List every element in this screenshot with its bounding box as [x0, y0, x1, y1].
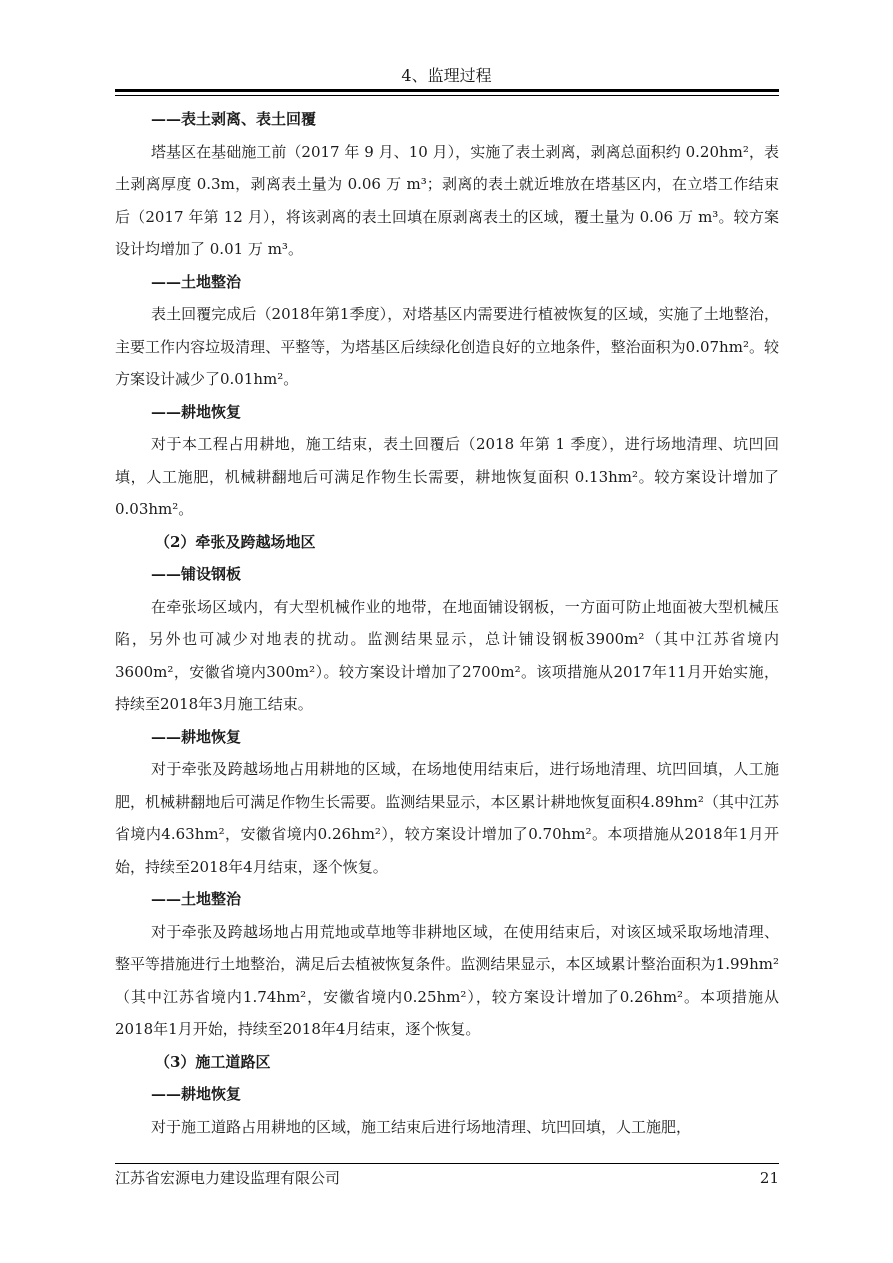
subsection-heading: （3）施工道路区 [155, 1052, 271, 1071]
section-heading: ——表土剥离、表土回覆 [151, 110, 317, 128]
paragraph: 对于本工程占用耕地，施工结束，表土回覆后（2018 年第 1 季度），进行场地清理、坑凹回填，人工施肥，机械耕翻地后可满足作物生长需要，耕地恢复面积 0.13hm²。较方案设计增加了 0.03hm²。 [115, 435, 779, 518]
paragraph: 在牵张场区域内，有大型机械作业的地带，在地面铺设钢板，一方面可防止地面被大型机械压陷，另外也可减少对地表的扰动。监测结果显示，总计铺设钢板3900m²（其中江苏省境内3600m²，安徽省境内300m²）。较方案设计增加了2700m²。该项措施从2017年11月开始实施，持续至2018年3月施工结束。 [115, 597, 779, 713]
section-heading: ——土地整治 [151, 272, 242, 291]
subsection-heading: （2）牵张及跨越场地区 [155, 532, 316, 551]
section-heading: ——耕地恢复 [151, 402, 242, 421]
running-header: 4、监理过程 [401, 66, 492, 85]
page-number: 21 [759, 1169, 779, 1187]
footer-rule [115, 1163, 779, 1164]
section-heading: ——耕地恢复 [151, 1085, 242, 1103]
section-heading: ——耕地恢复 [151, 727, 242, 746]
header-rule-thin [115, 95, 779, 96]
paragraph: 表土回覆完成后（2018年第1季度），对塔基区内需要进行植被恢复的区域，实施了土地整治，主要工作内容垃圾清理、平整等，为塔基区后续绿化创造良好的立地条件，整治面积为0.07hm²。较方案设计减少了0.01hm²。 [115, 305, 779, 388]
paragraph: 对于牵张及跨越场地占用耕地的区域，在场地使用结束后，进行场地清理、坑凹回填，人工施肥，机械耕翻地后可满足作物生长需要。监测结果显示，本区累计耕地恢复面积4.89hm²（其中江苏省境内4.63hm²，安徽省境内0.26hm²），较方案设计增加了0.70hm²。本项措施从2018年1月开始，持续至2018年4月结束，逐个恢复。 [115, 760, 779, 876]
document-body [115, 103, 779, 1143]
header-rule-thick [115, 89, 779, 92]
section-heading: ——土地整治 [151, 890, 242, 908]
paragraph: 对于施工道路占用耕地的区域，施工结束后进行场地清理、坑凹回填，人工施肥， [151, 1117, 692, 1136]
paragraph: 对于牵张及跨越场地占用荒地或草地等非耕地区域，在使用结束后，对该区域采取场地清理、整平等措施进行土地整治，满足后去植被恢复条件。监测结果显示，本区域累计整治面积为1.99hm²（其中江苏省境内1.74hm²，安徽省境内0.25hm²），较方案设计增加了0.26hm²。本项措施从2018年1月开始，持续至2018年4月结束，逐个恢复。 [115, 922, 779, 1038]
section-heading: ——铺设钢板 [151, 565, 242, 583]
footer-company: 江苏省宏源电力建设监理有限公司 [115, 1169, 341, 1187]
paragraph: 塔基区在基础施工前（2017 年 9 月、10 月），实施了表土剥离，剥离总面积约 0.20hm²，表土剥离厚度 0.3m，剥离表土量为 0.06 万 m³；剥离的表土就近堆放在塔基区内，在立塔工作结束后（2017 年第 12 月），将该剥离的表土回填在原剥离表土的区域，覆土量为 0.06 万 m³。较方案设计均增加了 0.01 万 m³。 [115, 142, 779, 258]
